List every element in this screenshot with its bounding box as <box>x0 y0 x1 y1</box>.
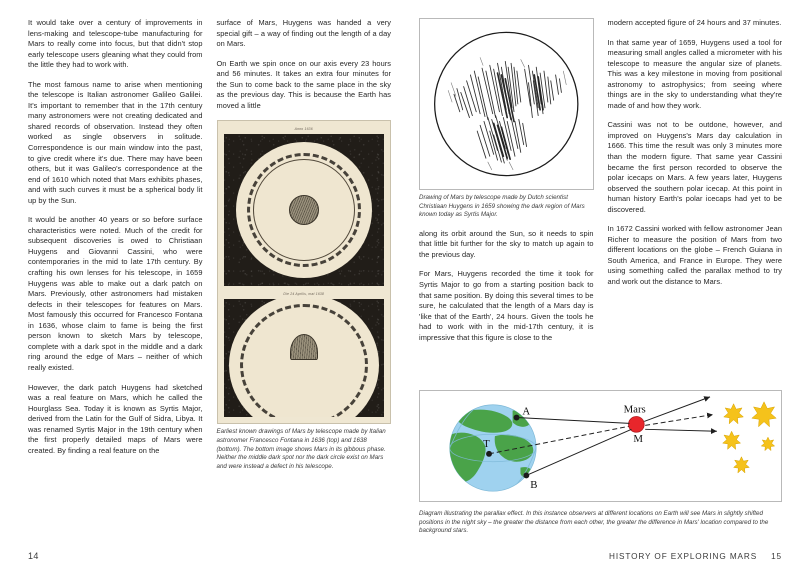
spurious-dark-spot <box>289 195 319 225</box>
sightline-a-to-mars <box>517 418 630 424</box>
paragraph: The most famous name to arise when mentioning the telescope is Italian astronomer Galileo Galilei. It's important to remember that in the 17th century many astronomers were not creating dedicated and shared records of observation. Instead they often worked as single observers in solitude. Correspondence is our main window into the past, to give credit where it's due. There may have been others, but it was Galileo's correspondence at the end of 1610 which noted that Mars exhibits phases, and with such curves it must be a spherical body lit up by the Sun. <box>28 79 203 205</box>
fontana-drawing-1636 <box>224 134 385 286</box>
label-b: B <box>530 479 538 492</box>
paragraph: surface of Mars, Huygens was handed a very special gift – a way of finding out the length of a day on Mars. <box>216 18 391 49</box>
label-a: A <box>522 405 531 418</box>
observer-point-b <box>523 473 529 479</box>
label-m: M <box>633 433 644 446</box>
page-number-right: 15 <box>771 552 782 561</box>
projection-line-middle <box>645 415 713 426</box>
figure-huygens-sketch <box>419 18 594 190</box>
figure-caption-parallax: Diagram illustrating the parallax effect. In this instance observers at different locations on Earth will see Mars in slightly shifted positions in the night sky – the greater the distance from each other, the greater the difference in Mars' location compared to the background stars. <box>419 510 769 535</box>
paragraph: modern accepted figure of 24 hours and 37 minutes. <box>607 18 782 27</box>
page-right <box>405 0 810 575</box>
fontana-drawing-1638 <box>224 299 385 417</box>
projection-line-lower <box>645 429 717 431</box>
paragraph: On Earth we spin once on our axis every 23 hours and 56 minutes. It takes an extra four minutes for the Sun to come back to the same place in the sky as the previous day. This is because the Earth has moved a little <box>216 58 391 110</box>
label-t: T <box>483 437 490 450</box>
figure-caption-fontana: Earliest known drawings of Mars by telescope made by Italian astronomer Francesco Fontana in 1636 (top) and 1638 (bottom). The bottom image shows Mars in its gibbous phase. Neither the middle dark spot nor the dark circle exist on Mars and were instead a defect in his telescope. <box>216 428 386 470</box>
star <box>723 431 741 449</box>
plate-label-top: Anno 1636 <box>294 127 313 132</box>
star <box>752 402 776 427</box>
paragraph: It would be another 40 years or so before surface characteristics were noted. Much of the credit for subsequent discoveries is owed to Christiaan Huygens and Giovanni Cassini, who were contemporaries in the mid to late 17th century. By crafting his own lenses for his telescope, in 1659 Huygens was able to make out a dark patch on Mars. Previously, other astronomers had mistaken defects in their telescopes for features on Mars. Most famously this occurred for Francesco Fontana in 1636, whose claim to fame is being the first person known to sketch Mars by telescope, complete with a dark spot in the middle and a dark ring around the edge of Mars – neither of which really existed. <box>28 215 203 372</box>
column-1 <box>28 18 203 523</box>
figure-caption-huygens: Drawing of Mars by telescope made by Dutch scientist Christiaan Huygens in 1659 showing the dark region of Mars known today as Syrtis Major. <box>419 194 585 219</box>
star <box>761 437 774 450</box>
column-2 <box>217 18 392 523</box>
page-number-left: 14 <box>28 551 39 561</box>
huygens-mars-sketch-svg <box>424 23 589 185</box>
running-head-group <box>609 552 782 561</box>
label-mars: Mars <box>623 403 646 416</box>
star <box>724 404 744 424</box>
paragraph: along its orbit around the Sun, so it needs to spin that little bit further for the sky to match up again to the previous day. <box>419 228 594 259</box>
paragraph: In that same year of 1659, Huygens used a tool for measuring small angles called a micrometer with his telescope to measure the angular size of planets. This was a key milestone in moving from positional astronomy to astrophysics; from seeing where things are in the sky to understanding what they're made of and how they work. <box>607 37 782 110</box>
page-left-columns <box>28 18 391 523</box>
sightline-b-to-mars <box>526 429 631 475</box>
paragraph: It would take over a century of improvements in lens-making and telescope-tube manufacturing for Mars to really come into focus, but that didn't stop early telescope users gleaning what they could from the little they had to work with. <box>28 18 203 70</box>
paragraph: For Mars, Huygens recorded the time it took for Syrtis Major to go from a starting position back to that same position. By doing this several times to be sure, he calculated that the length of a Mars day is 'like that of the Earth', 24 hours. Given the tools he had to work with in the mid-17th century, it is impressive that this figure is close to the <box>419 269 594 342</box>
projection-line-upper <box>644 397 710 422</box>
figure-parallax-diagram <box>419 390 782 502</box>
paragraph: In 1672 Cassini worked with fellow astronomer Jean Richer to measure the position of Mars from two different locations on the globe – French Guiana in South America, and France in Europe. They were using something called the parallax method to try and work out the distance to Mars. <box>607 224 782 287</box>
background-stars <box>723 402 777 473</box>
plate-label-bottom: Die 24 Aprilis, mat 1638 <box>283 292 325 297</box>
paragraph: Cassini was not to be outdone, however, and improved on Huygens's Mars day calculation in 1666. This time the result was only 3 minutes more than the modern figure. That same year Cassini became the first person recorded to observe the polar icecaps on Mars. A few years later, Huygens observed the southern polar icecap. At this point in human history Earth's polar icecaps had yet to be discovered. <box>607 120 782 214</box>
running-head-text: HISTORY OF EXPLORING MARS <box>609 552 758 561</box>
figure-fontana-plate <box>217 120 392 424</box>
star <box>734 457 750 473</box>
paragraph: However, the dark patch Huygens had sketched was a real feature on Mars, which he called the Hourglass Sea. Today it is known as Syrtis Major, derived from the Latin for the Gulf of Sidra, Libya. It was renamed Syrtis Major in the 19th century when the first properly detailed maps of Mars were created. By finding a real feature on the <box>28 382 203 455</box>
spurious-dark-ring <box>240 304 368 417</box>
parallax-diagram-svg <box>420 391 781 501</box>
